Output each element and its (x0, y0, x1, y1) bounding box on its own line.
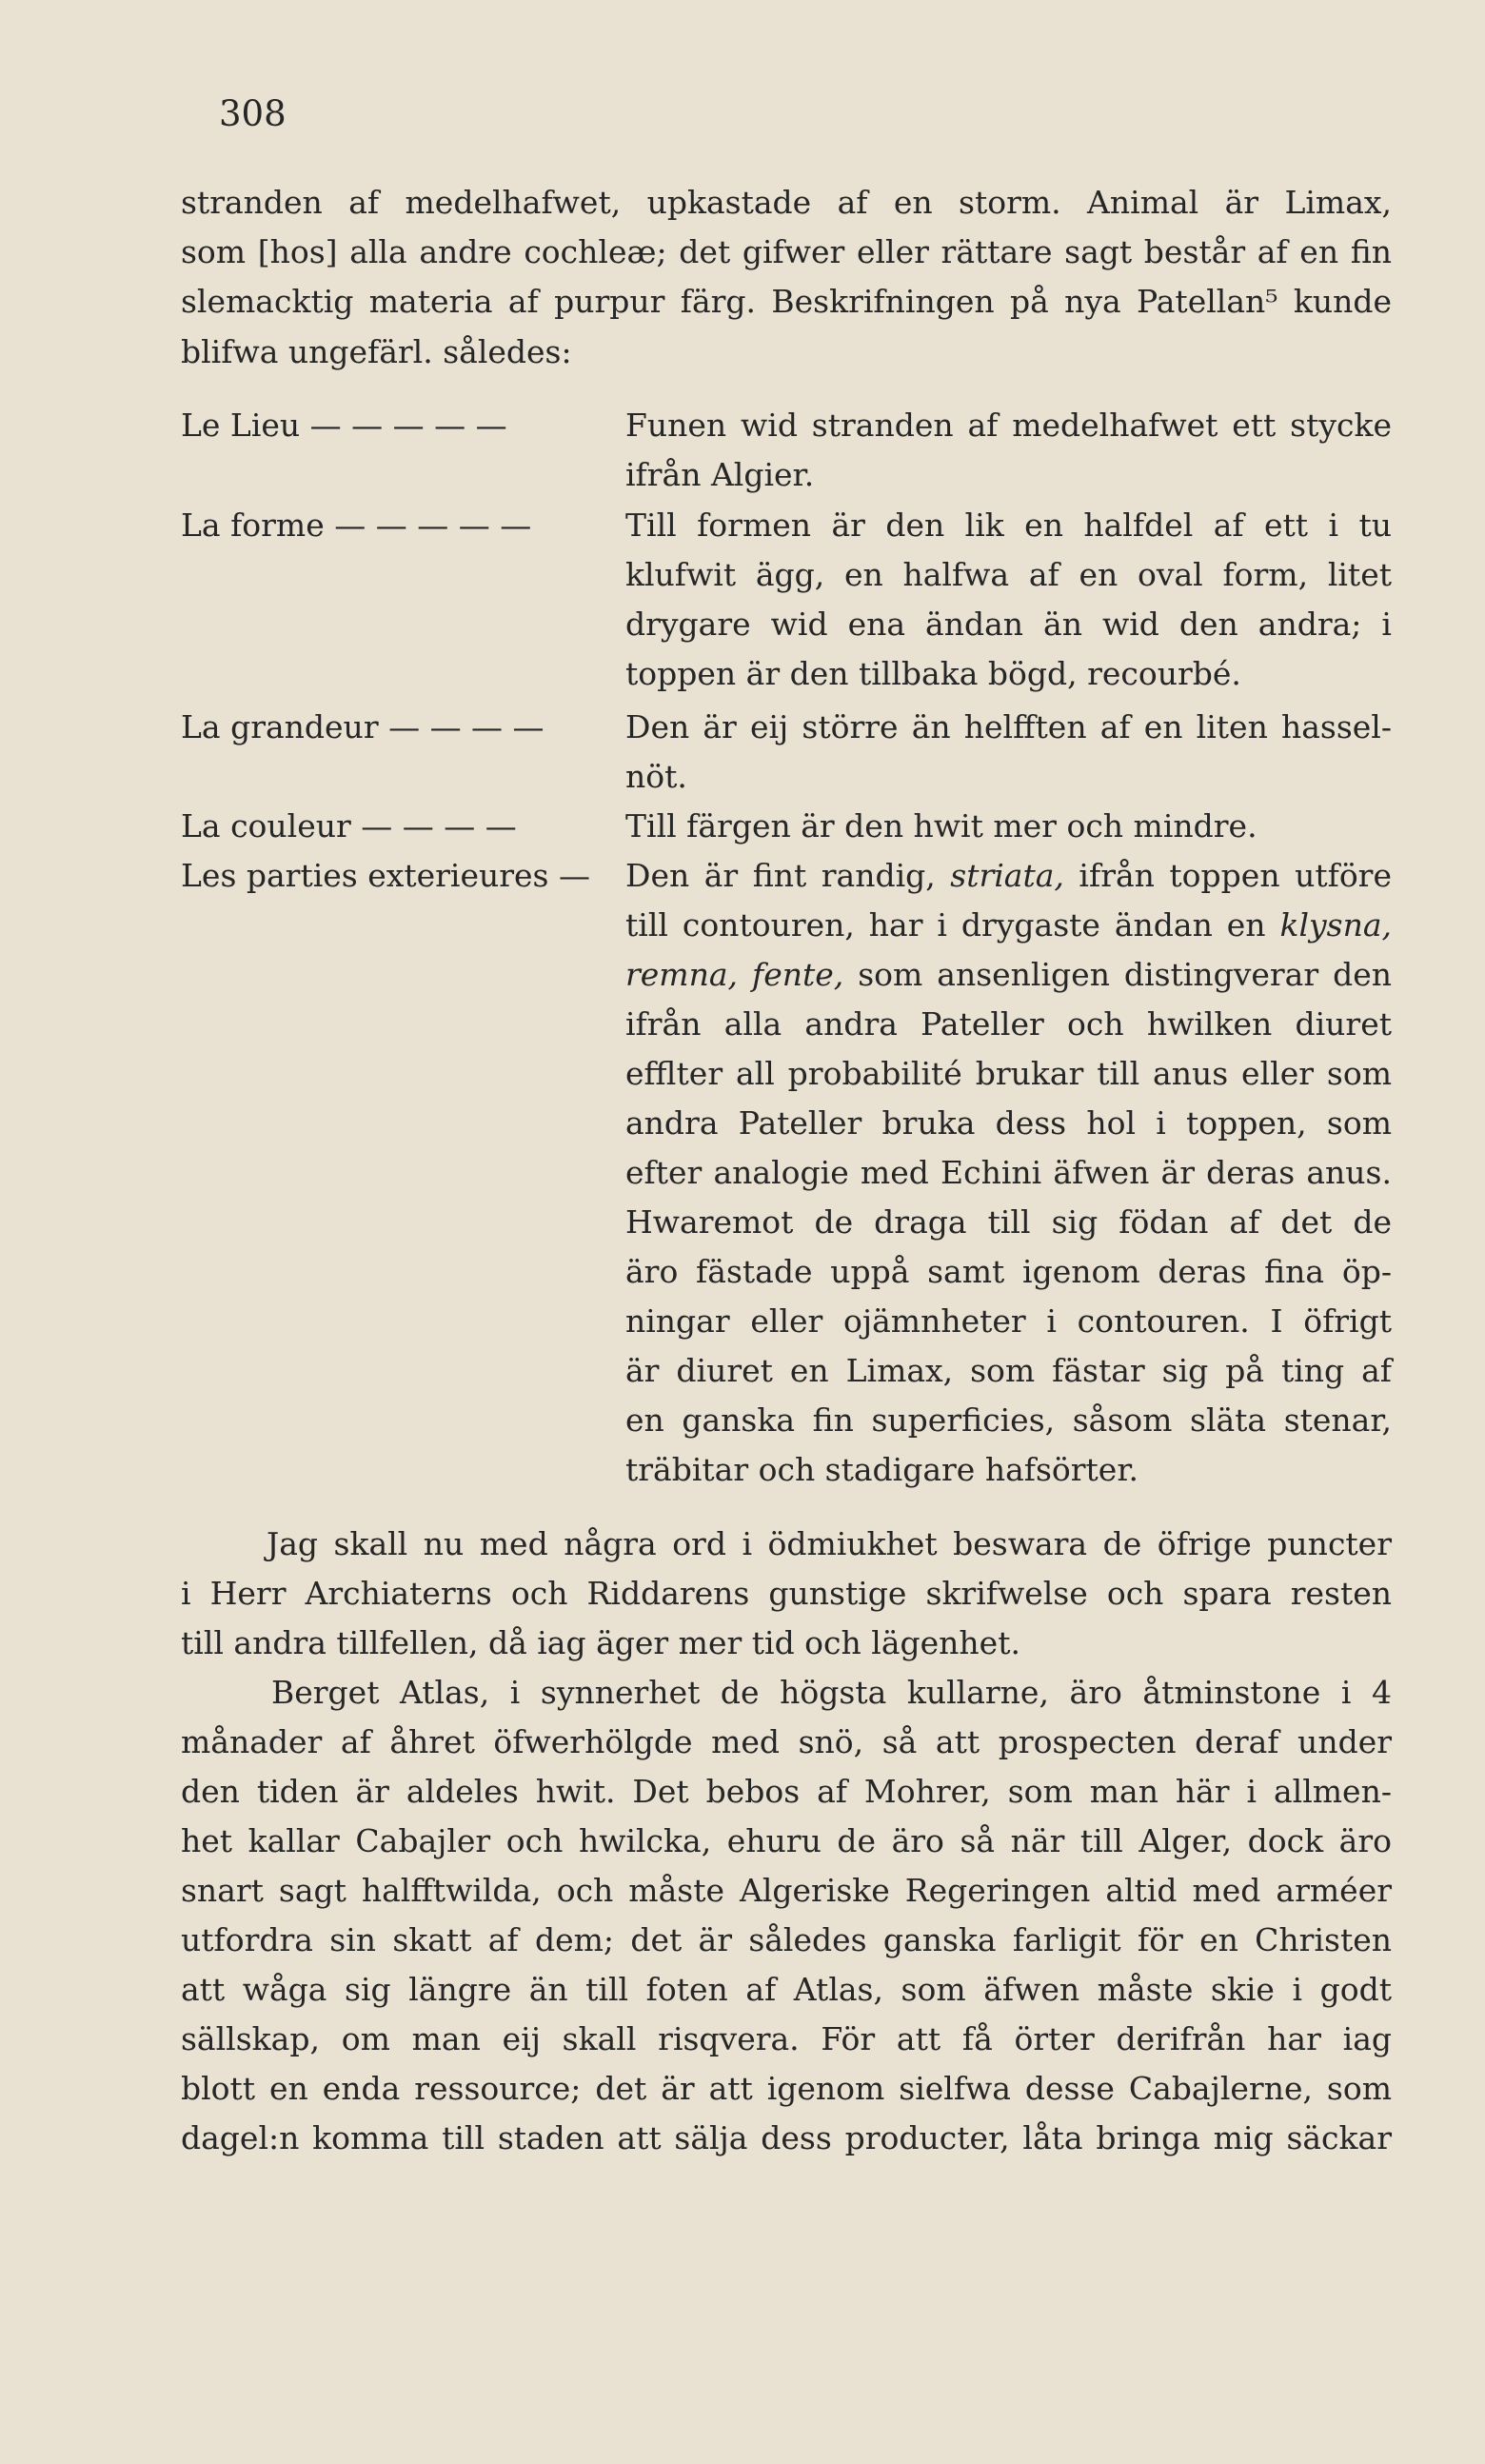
description-line: Hwaremot de draga till sig födan af det de (625, 1203, 1392, 1241)
french-term: fente, (751, 956, 844, 993)
description-line (625, 851, 1392, 901)
entry-description (625, 501, 1392, 699)
description-line: klufwit ägg, en halfwa af en oval form, litet (625, 556, 1392, 593)
description-line: äro fästade uppå samt igenom deras fina öp- (625, 1253, 1392, 1290)
text-line: Jag skall nu med några ord i ödmiukhet beswara de öfrige puncter (267, 1525, 1392, 1562)
description-line: Till formen är den lik en halfdel af ett i tu (625, 507, 1392, 544)
description-line: ningar eller ojämnheter i contouren. I öfrigt (625, 1302, 1392, 1340)
entry-term: Les parties exterieures — (181, 857, 590, 894)
description-line: är diuret en Limax, som fästar sig på ting af (625, 1352, 1392, 1389)
text-line: dagel:n komma till staden att sälja dess producter, låta bringa mig säckar (181, 2119, 1392, 2156)
text-line: slemacktig materia af purpur färg. Beskrifningen på nya Patellan⁵ kunde (181, 283, 1392, 320)
entry-term: Le Lieu — — — — — (181, 407, 507, 444)
text-line: som [hos] alla andre cochleæ; det gifwer eller rättare sagt består af en fin (181, 233, 1392, 270)
description-line: andra Pateller bruka dess hol i toppen, som (625, 1104, 1392, 1142)
text-line: snart sagt halfftwilda, och måste Algeriske Regeringen altid med arméer (181, 1872, 1392, 1909)
swedish-term: remna, (625, 956, 739, 993)
description-line: Till färgen är den hwit mer och mindre. (625, 807, 1257, 845)
entry-description (625, 802, 1392, 851)
text-line: blifwa ungefärl. således: (181, 333, 572, 370)
entry-description (625, 703, 1392, 802)
text-line: utfordra sin skatt af dem; det är således ganska farligit för en Christen (181, 1921, 1392, 1958)
description-line (625, 950, 1392, 1000)
latin-term: striata, (950, 857, 1064, 894)
entry-term: La grandeur — — — — (181, 708, 544, 745)
description-line: träbitar och stadigare hafsörter. (625, 1451, 1138, 1488)
entry-term: La forme — — — — — (181, 507, 532, 544)
entry-description (625, 401, 1392, 500)
text-line: i Herr Archiaterns och Riddarens gunstige skrifwelse och spara resten (181, 1575, 1392, 1612)
description-line: toppen är den tillbaka bögd, recourbé. (625, 655, 1241, 692)
text-line: blott en enda ressource; det är att igenom sielfwa desse Cabajlerne, som (181, 2070, 1392, 2107)
text-line: sällskap, om man eij skall risqvera. För att få örter derifrån har iag (181, 2020, 1392, 2057)
description-text: Den är fint randig, (625, 857, 951, 894)
page-number: 308 (219, 93, 287, 134)
entry-description (625, 851, 1392, 1495)
text-line: stranden af medelhafwet, upkastade af en storm. Animal är Limax, (181, 184, 1392, 221)
entry-term: La couleur — — — — (181, 807, 517, 845)
description-line: ifrån alla andra Pateller och hwilken diuret (625, 1005, 1392, 1043)
description-text: som ansenligen distingverar den (843, 956, 1392, 993)
description-line: Funen wid stranden af medelhafwet ett stycke (625, 407, 1392, 444)
description-line (625, 901, 1392, 950)
text-line: het kallar Cabajler och hwilcka, ehuru de äro så när till Alger, dock äro (181, 1822, 1392, 1859)
swedish-term: klysna, (1279, 906, 1392, 944)
description-line: en ganska fin superficies, såsom släta stenar, (625, 1401, 1392, 1439)
text-line: månader af åhret öfwerhölgde med snö, så att prospecten deraf under (181, 1723, 1392, 1760)
description-line: Den är eij större än helfften af en liten hassel- (625, 708, 1392, 745)
description-text: ifrån toppen utföre (1063, 857, 1392, 894)
description-text: till contouren, har i drygaste ändan en (625, 906, 1280, 944)
description-line: nöt. (625, 758, 687, 795)
description-line: ifrån Algier. (625, 456, 815, 493)
description-line: efflter all probabilité brukar till anus eller som (625, 1055, 1392, 1092)
description-line: drygare wid ena ändan än wid den andra; i (625, 606, 1392, 643)
text-line: att wåga sig längre än till foten af Atlas, som äfwen måste skie i godt (181, 1971, 1392, 2008)
text-line: till andra tillfellen, då iag äger mer tid och lägenhet. (181, 1624, 1020, 1661)
text-line: Berget Atlas, i synnerhet de högsta kullarne, äro åtminstone i 4 (271, 1674, 1392, 1711)
description-line: efter analogie med Echini äfwen är deras anus. (625, 1154, 1392, 1191)
text-line: den tiden är aldeles hwit. Det bebos af Mohrer, som man här i allmen- (181, 1773, 1392, 1810)
